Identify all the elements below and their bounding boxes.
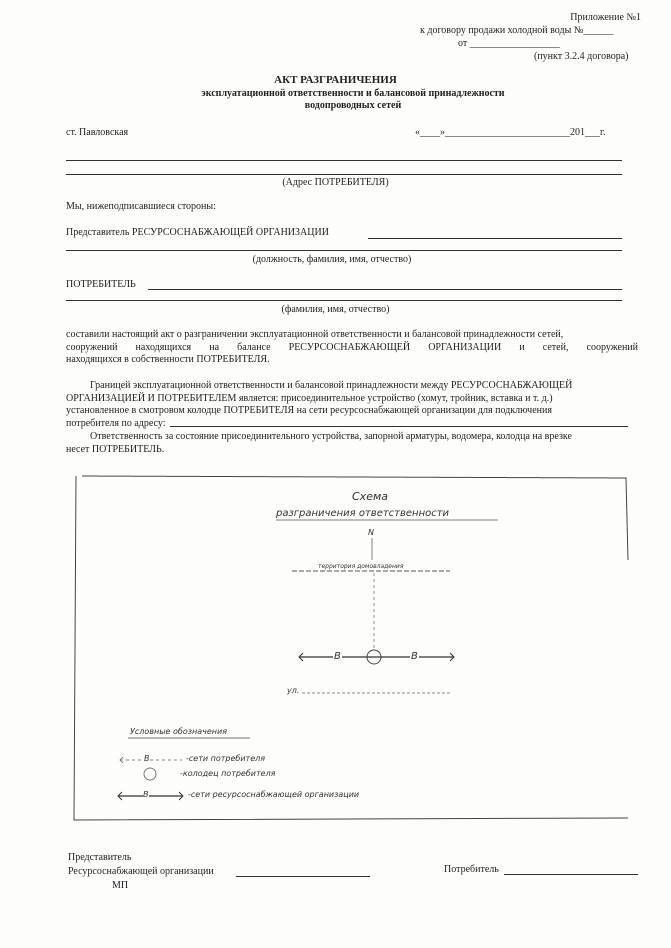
position-caption: (должность, фамилия, имя, отчество) [252, 254, 412, 265]
document-subtitle-1: эксплуатационной ответственности и балансовой принадлежности [201, 88, 505, 99]
contract-line: к договору продажи холодной воды №______ [420, 25, 614, 36]
appendix-label: Приложение №1 [570, 12, 641, 23]
legend-pipe-letter-supplier: В [143, 790, 149, 799]
parties-intro: Мы, нижеподписавшиеся стороны: [66, 201, 216, 212]
name-caption: (фамилия, имя, отчество) [281, 304, 390, 315]
paragraph-1: составили настоящий акт о разграничении эксплуатационной ответственности и балансовой принадлежности сетей, сооружений находящихся на балансе РЕСУРСОСНАБЖАЮЩЕЙ ОРГАНИЗАЦИИ и сетей, сооружений находящихся в собственности ПОТРЕБИТЕЛЯ. [66, 329, 638, 365]
legend-consumer-net: -сети потребителя [186, 754, 266, 763]
legend-pipe-letter-consumer: В [144, 754, 150, 763]
signature-consumer-label: Потребитель [444, 864, 499, 875]
legend-supplier-net: -сети ресурсоснабжающей организации [188, 790, 360, 799]
place-label: ст. Павловская [66, 127, 129, 138]
stamp-label: МП [112, 880, 129, 891]
document-subtitle-2: водопроводных сетей [304, 100, 402, 111]
pipe-letter-right: В [411, 651, 418, 662]
signature-consumer-line [504, 874, 638, 875]
date-field: «____»_________________________201___г. [415, 127, 606, 138]
signature-rep-label-1: Представитель [68, 852, 132, 863]
legend-title: Условные обозначения [130, 727, 228, 736]
contract-date-line: от __________________ [458, 38, 560, 49]
consumer-label: ПОТРЕБИТЕЛЬ [66, 279, 136, 290]
scheme-title: Схема [352, 490, 388, 503]
paragraph-2: Границей эксплуатационной ответственности и балансовой принадлежности между РЕСУРСОСНАБЖАЮЩЕЙ ОРГАНИЗАЦИЕЙ И ПОТРЕБИТЕЛЕМ является: присоединительное устройство (хомут, тройник, вставка и т. д.) установленное в смотровом колодце ПОТРЕБИТЕЛЯ на сети ресурсоснабжающей организации для подключения потребителя по адресу: [66, 380, 638, 430]
territory-label: территория домовладения [318, 563, 404, 570]
street-label: ул. [287, 686, 300, 695]
document-title: АКТ РАЗГРАНИЧЕНИЯ [274, 74, 397, 86]
representative-label: Представитель РЕСУРСОСНАБЖАЮЩЕЙ ОРГАНИЗАЦИИ [66, 227, 329, 238]
contract-clause: (пункт 3.2.4 договора) [534, 51, 629, 62]
scheme-subtitle: разграничения ответственности [276, 508, 450, 519]
paragraph-3: Ответственность за состояние присоединительного устройства, запорной арматуры, водомера, колодца на врезке несет ПОТРЕБИТЕЛЬ. [66, 431, 572, 455]
signature-rep-label-2: Ресурсоснабжающей организации [68, 866, 214, 877]
pipe-letter-left: В [334, 651, 341, 662]
address-caption: (Адрес ПОТРЕБИТЕЛЯ) [282, 177, 389, 188]
legend-well: -колодец потребителя [180, 769, 276, 778]
signature-rep-line [236, 876, 370, 877]
north-arrow-icon: N [368, 528, 374, 537]
